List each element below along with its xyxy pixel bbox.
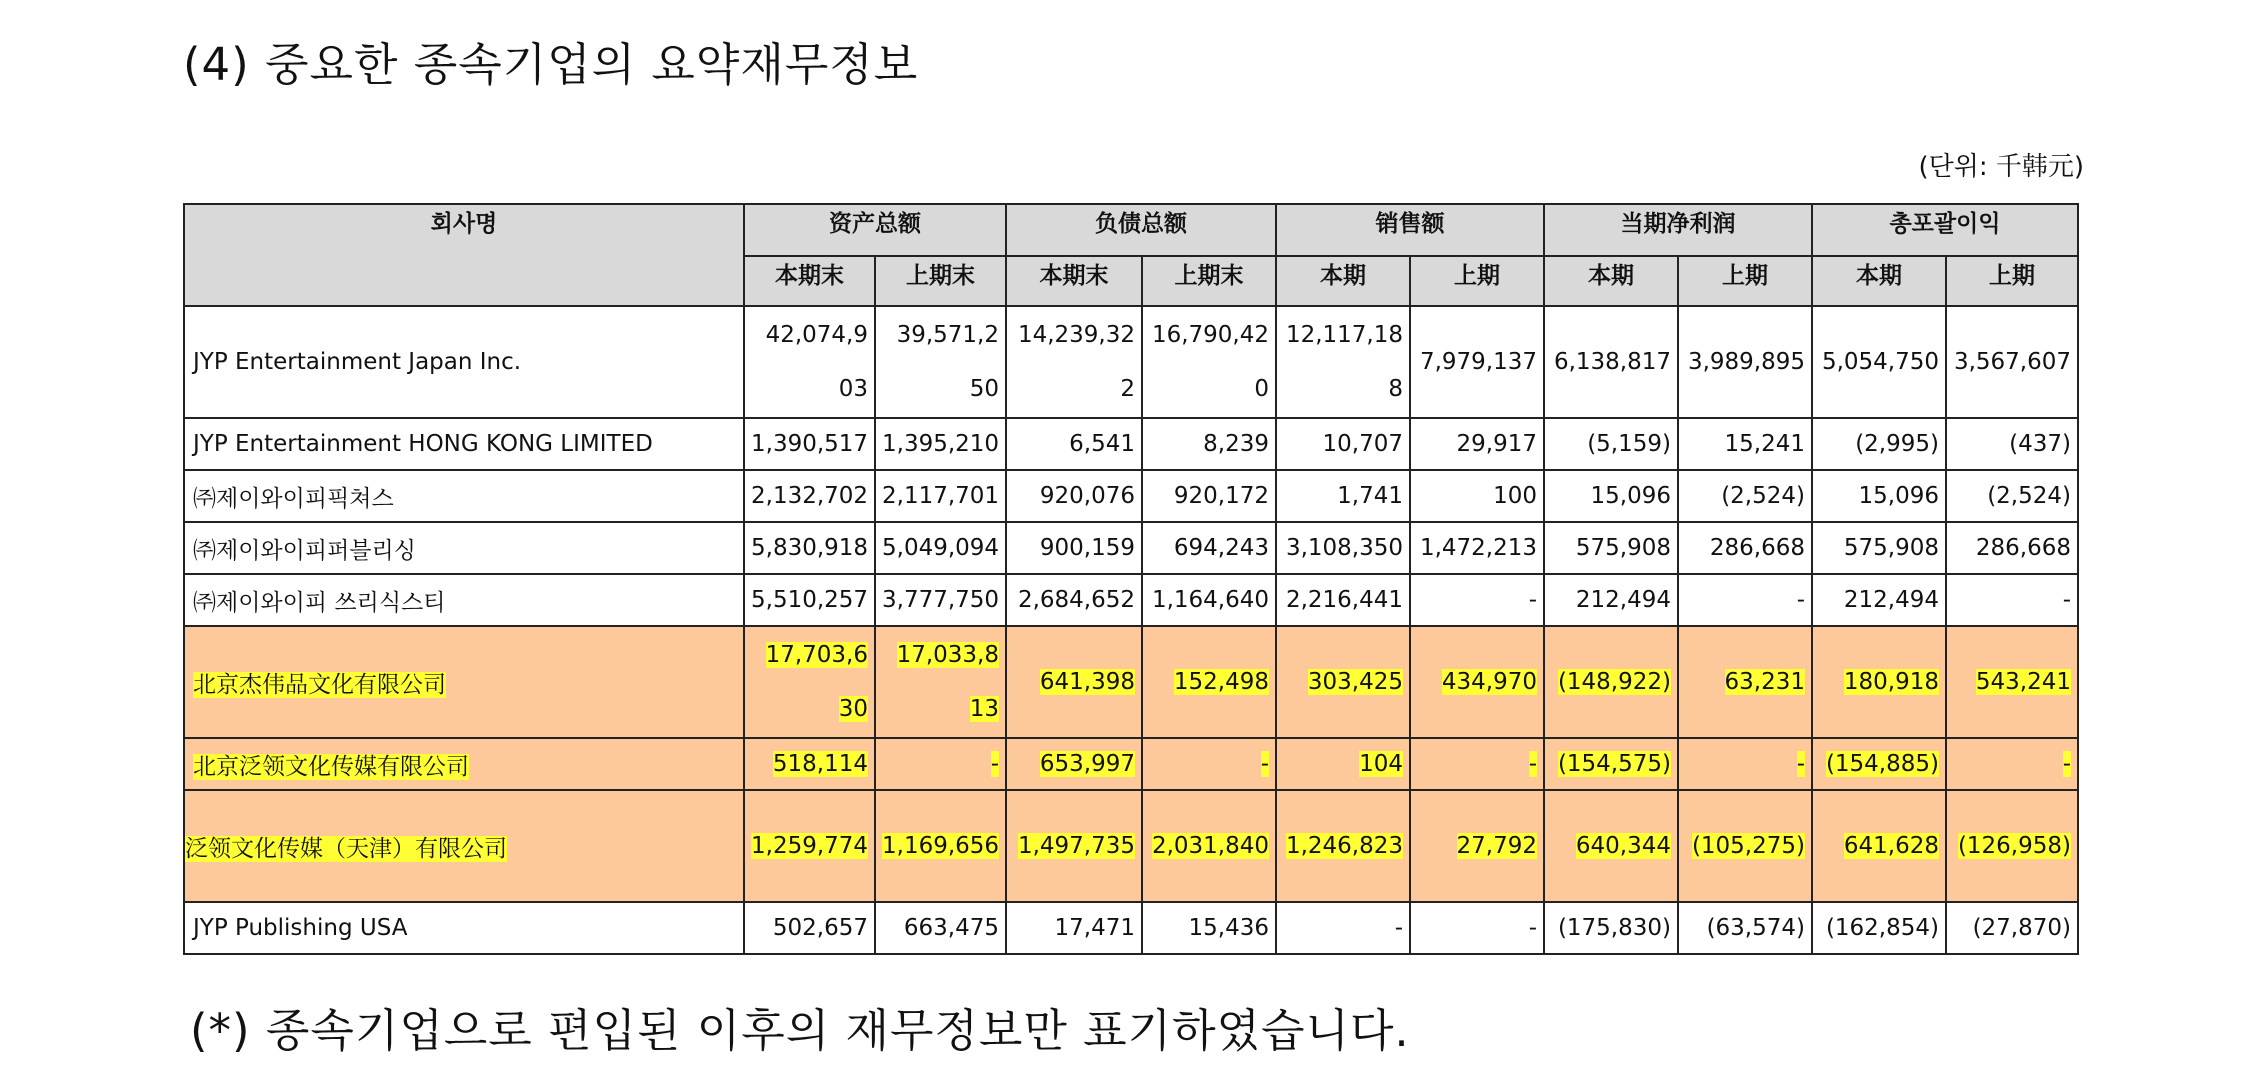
value-cell: 152,498	[1142, 626, 1276, 738]
value-cell: 15,096	[1544, 470, 1678, 522]
table-row	[184, 306, 2078, 418]
value-cell: 6,138,817	[1544, 306, 1678, 418]
value-cell: 3,777,750	[875, 574, 1006, 626]
value-cell: (148,922)	[1544, 626, 1678, 738]
value-cell: 5,054,750	[1812, 306, 1946, 418]
value-cell: -	[1946, 574, 2078, 626]
table-row-highlighted	[184, 626, 2078, 738]
value-cell: 2,216,441	[1276, 574, 1410, 626]
table-row	[184, 574, 2078, 626]
value-cell: (154,885)	[1812, 738, 1946, 790]
value-cell: 12,117,188	[1276, 306, 1410, 418]
value-cell: -	[1410, 902, 1544, 954]
value-cell: 1,390,517	[744, 418, 875, 470]
value-cell: 15,241	[1678, 418, 1812, 470]
value-cell: 3,567,607	[1946, 306, 2078, 418]
subheader-cell: 上期	[1946, 256, 2078, 306]
value-cell: 575,908	[1812, 522, 1946, 574]
subheader-cell: 本期	[1544, 256, 1678, 306]
value-cell: 1,246,823	[1276, 790, 1410, 902]
value-cell: 286,668	[1946, 522, 2078, 574]
table-row	[184, 470, 2078, 522]
value-cell: -	[1142, 738, 1276, 790]
subheader-cell: 上期	[1678, 256, 1812, 306]
company-name-header: 회사명	[184, 204, 744, 306]
value-cell: 663,475	[875, 902, 1006, 954]
value-cell: 575,908	[1544, 522, 1678, 574]
value-cell: 502,657	[744, 902, 875, 954]
subheader-cell: 上期末	[1142, 256, 1276, 306]
value-cell: (63,574)	[1678, 902, 1812, 954]
value-cell: 640,344	[1544, 790, 1678, 902]
value-cell: (175,830)	[1544, 902, 1678, 954]
value-cell: 1,169,656	[875, 790, 1006, 902]
value-cell: -	[1276, 902, 1410, 954]
value-cell: 2,031,840	[1142, 790, 1276, 902]
value-cell: 104	[1276, 738, 1410, 790]
company-name: ㈜제이와이피퍼블리싱	[184, 522, 744, 574]
value-cell: -	[1410, 738, 1544, 790]
value-cell: (2,524)	[1946, 470, 2078, 522]
header-comprehensive-income: 총포괄이익	[1812, 204, 2078, 256]
table-row	[184, 522, 2078, 574]
value-cell: 63,231	[1678, 626, 1812, 738]
value-cell: (2,995)	[1812, 418, 1946, 470]
value-cell: 641,398	[1006, 626, 1142, 738]
header-sales: 销售额	[1276, 204, 1544, 256]
value-cell: 1,497,735	[1006, 790, 1142, 902]
value-cell: 1,741	[1276, 470, 1410, 522]
subheader-cell: 本期	[1276, 256, 1410, 306]
company-name: 泛领文化传媒（天津）有限公司	[184, 790, 744, 902]
value-cell: 16,790,420	[1142, 306, 1276, 418]
company-name: 北京杰伟品文化有限公司	[184, 626, 744, 738]
value-cell: 1,395,210	[875, 418, 1006, 470]
unit-label: (단위: 千韩元)	[1918, 152, 2084, 182]
subheader-cell: 本期末	[744, 256, 875, 306]
value-cell: (154,575)	[1544, 738, 1678, 790]
value-cell: 653,997	[1006, 738, 1142, 790]
value-cell: 900,159	[1006, 522, 1142, 574]
value-cell: 212,494	[1544, 574, 1678, 626]
value-cell: 1,472,213	[1410, 522, 1544, 574]
company-name: JYP Entertainment Japan Inc.	[184, 306, 744, 418]
header-total-liabilities: 负债总额	[1006, 204, 1276, 256]
value-cell: 15,096	[1812, 470, 1946, 522]
value-cell: 303,425	[1276, 626, 1410, 738]
value-cell: 5,510,257	[744, 574, 875, 626]
value-cell: 6,541	[1006, 418, 1142, 470]
value-cell: (27,870)	[1946, 902, 2078, 954]
value-cell: 3,108,350	[1276, 522, 1410, 574]
value-cell: 434,970	[1410, 626, 1544, 738]
value-cell: -	[1410, 574, 1544, 626]
value-cell: 694,243	[1142, 522, 1276, 574]
value-cell: 5,049,094	[875, 522, 1006, 574]
subheader-cell: 本期	[1812, 256, 1946, 306]
value-cell: 286,668	[1678, 522, 1812, 574]
company-name: JYP Publishing USA	[184, 902, 744, 954]
value-cell: (5,159)	[1544, 418, 1678, 470]
table-row-highlighted	[184, 790, 2078, 902]
company-name: ㈜제이와이피 쓰리식스티	[184, 574, 744, 626]
value-cell: 3,989,895	[1678, 306, 1812, 418]
value-cell: 2,117,701	[875, 470, 1006, 522]
value-cell: 180,918	[1812, 626, 1946, 738]
value-cell: (162,854)	[1812, 902, 1946, 954]
value-cell: -	[1678, 738, 1812, 790]
table-row	[184, 418, 2078, 470]
header-total-assets: 资产总额	[744, 204, 1006, 256]
value-cell: 8,239	[1142, 418, 1276, 470]
value-cell: 518,114	[744, 738, 875, 790]
section-title: (4) 중요한 종속기업의 요약재무정보	[183, 38, 919, 91]
subheader-cell: 本期末	[1006, 256, 1142, 306]
value-cell: 100	[1410, 470, 1544, 522]
value-cell: 212,494	[1812, 574, 1946, 626]
value-cell: 1,259,774	[744, 790, 875, 902]
financial-summary-table	[183, 203, 2079, 955]
value-cell: 17,703,630	[744, 626, 875, 738]
value-cell: 2,132,702	[744, 470, 875, 522]
subheader-cell: 上期末	[875, 256, 1006, 306]
value-cell: 2,684,652	[1006, 574, 1142, 626]
value-cell: (105,275)	[1678, 790, 1812, 902]
value-cell: 42,074,903	[744, 306, 875, 418]
value-cell: 39,571,250	[875, 306, 1006, 418]
table-row	[184, 902, 2078, 954]
value-cell: 17,033,813	[875, 626, 1006, 738]
value-cell: (437)	[1946, 418, 2078, 470]
header-group-row	[184, 204, 2078, 256]
company-name: ㈜제이와이피픽쳐스	[184, 470, 744, 522]
value-cell: 10,707	[1276, 418, 1410, 470]
value-cell: 7,979,137	[1410, 306, 1544, 418]
value-cell: -	[1678, 574, 1812, 626]
company-name: 北京泛领文化传媒有限公司	[184, 738, 744, 790]
value-cell: 15,436	[1142, 902, 1276, 954]
header-net-income: 当期净利润	[1544, 204, 1812, 256]
value-cell: 5,830,918	[744, 522, 875, 574]
value-cell: 920,076	[1006, 470, 1142, 522]
value-cell: -	[875, 738, 1006, 790]
value-cell: 1,164,640	[1142, 574, 1276, 626]
value-cell: 29,917	[1410, 418, 1544, 470]
company-name: JYP Entertainment HONG KONG LIMITED	[184, 418, 744, 470]
value-cell: (2,524)	[1678, 470, 1812, 522]
value-cell: 641,628	[1812, 790, 1946, 902]
value-cell: -	[1946, 738, 2078, 790]
table-row-highlighted	[184, 738, 2078, 790]
value-cell: 27,792	[1410, 790, 1544, 902]
value-cell: 920,172	[1142, 470, 1276, 522]
value-cell: (126,958)	[1946, 790, 2078, 902]
subheader-cell: 上期	[1410, 256, 1544, 306]
value-cell: 17,471	[1006, 902, 1142, 954]
value-cell: 14,239,322	[1006, 306, 1142, 418]
footnote: (*) 종속기업으로 편입된 이후의 재무정보만 표기하였습니다.	[190, 1004, 1410, 1057]
value-cell: 543,241	[1946, 626, 2078, 738]
